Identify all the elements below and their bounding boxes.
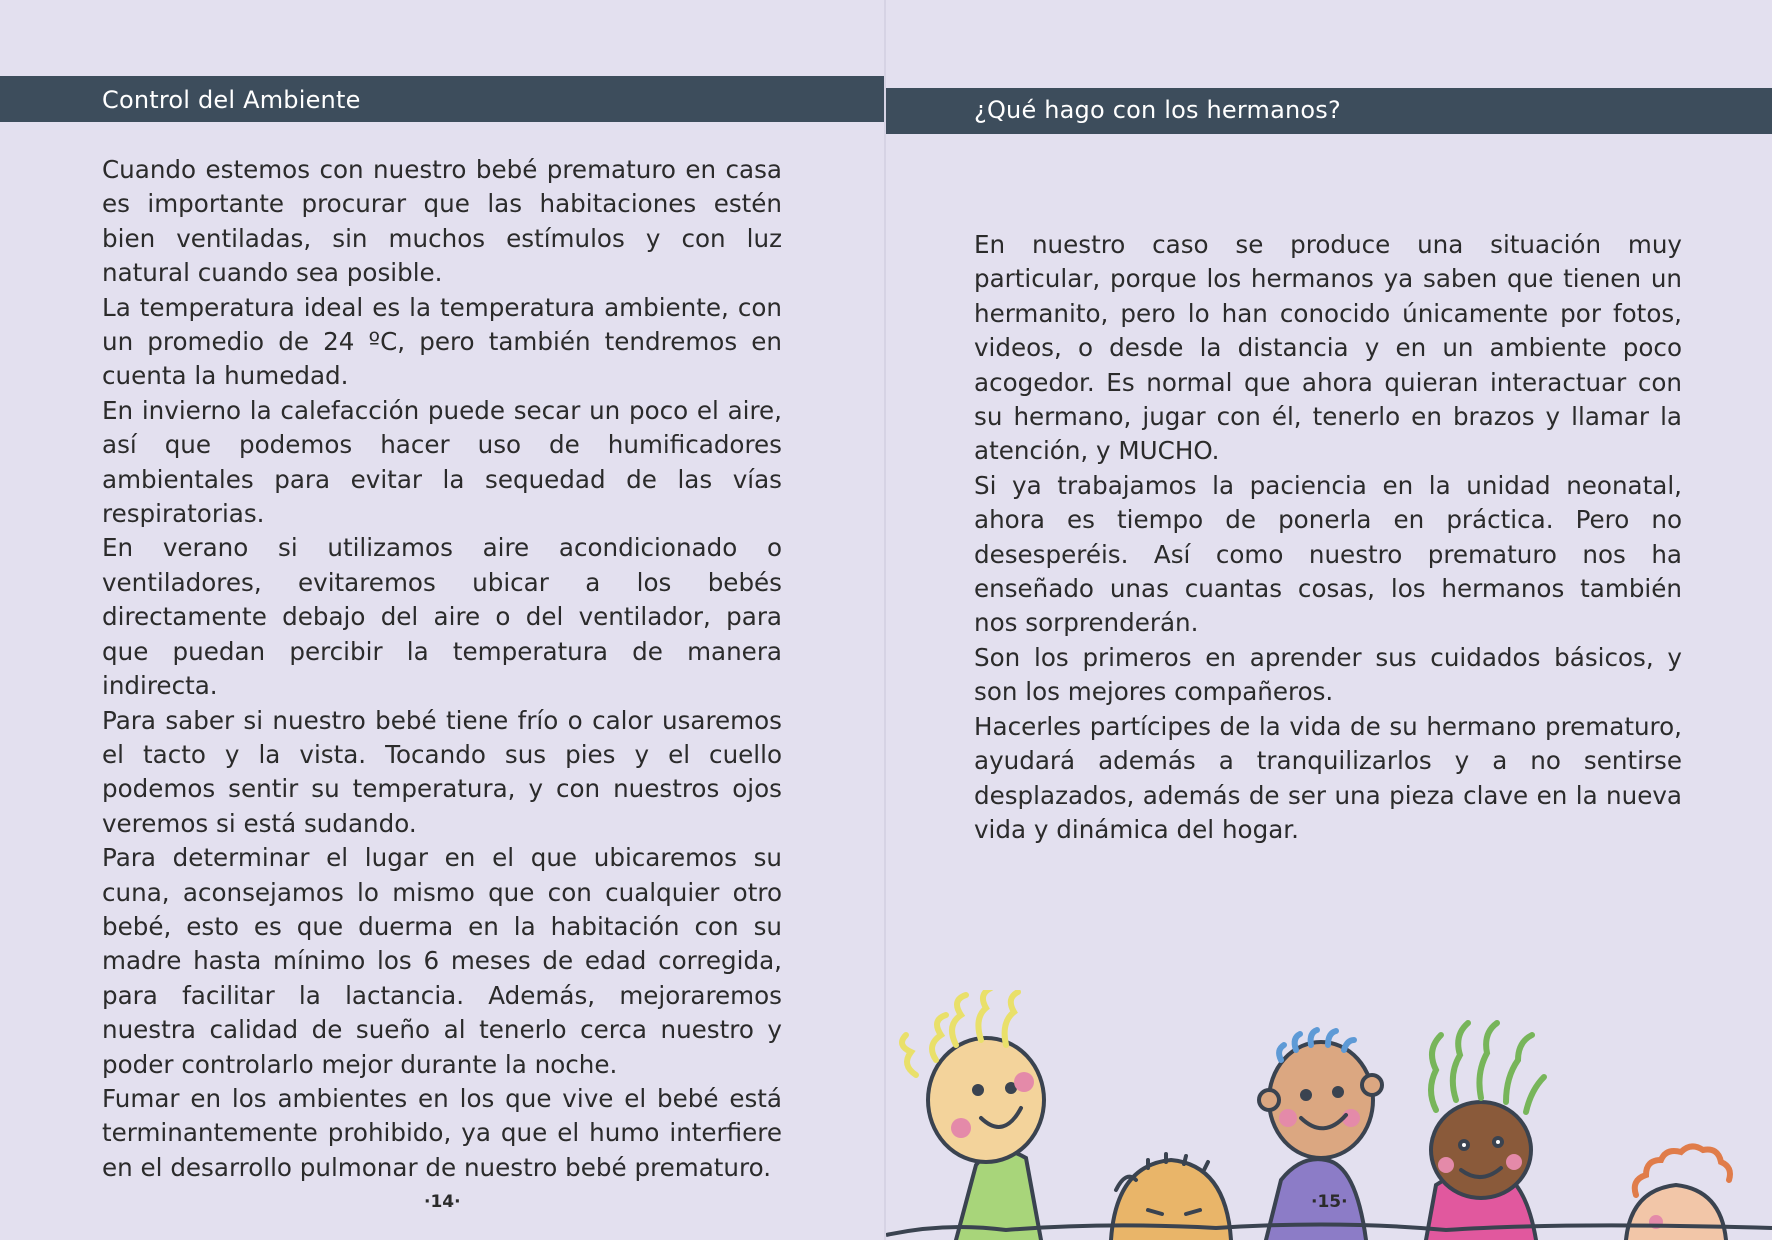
paragraph: Fumar en los ambientes en los que vive el bebé está terminantemente prohibido, ya que el humo interfiere en el desarrollo pulmonar de nuestro bebé prematuro.: [102, 1083, 782, 1182]
paragraph: Cuando estemos con nuestro bebé prematuro en casa es importante procurar que las habitaciones estén bien ventiladas, sin muchos estímulos y con luz natural cuando sea posible.: [102, 155, 782, 288]
paragraph: Para determinar el lugar en el que ubicaremos su cuna, aconsejamos lo mismo que con cualquier otro bebé, esto es que duerma en la habitación con su madre hasta mínimo los 6 meses de edad corregida, para facilitar la lactancia. Además, mejoraremos nuestra calidad de sueño al tenerlo cerca nuestro y poder controlarlo mejor durante la noche.: [102, 843, 782, 1079]
right-page: [886, 0, 1772, 1240]
child-yellow-hair: [902, 990, 1044, 1240]
page-number: ·14·: [424, 1192, 461, 1212]
body-text: [102, 153, 782, 1185]
body-text: [974, 228, 1682, 847]
section-header-bar: [0, 76, 884, 122]
section-header-bar: [886, 88, 1772, 134]
paragraph: Para saber si nuestro bebé tiene frío o calor usaremos el tacto y la vista. Tocando sus pies y el cuello podemos sentir su temperatura, y con nuestros ojos veremos si está sudando.: [102, 705, 782, 838]
paragraph: En nuestro caso se produce una situación muy particular, porque los hermanos ya saben que tienen un hermanito, pero lo han conocido únicamente por fotos, videos, o desde la distancia y en un ambiente poco acogedor. Es normal que ahora quieran interactuar con su hermano, jugar con él, tenerlo en brazos y llamar la atención, y MUCHO.: [974, 230, 1682, 466]
paragraph: Son los primeros en aprender sus cuidados básicos, y son los mejores compañeros.: [974, 642, 1682, 707]
section-title: ¿Qué hago con los hermanos?: [974, 96, 1341, 124]
paragraph: En invierno la calefacción puede secar un poco el aire, así que podemos hacer uso de humificadores ambientales para evitar la sequedad de las vías respiratorias.: [102, 395, 782, 529]
paragraph: En verano si utilizamos aire acondicionado o ventiladores, evitaremos ubicar a los bebés directamente debajo del aire o del ventilador, para que puedan percibir la temperatura de manera indirecta.: [102, 533, 782, 701]
paragraph: Si ya trabajamos la paciencia en la unidad neonatal, ahora es tiempo de ponerla en práctica. Pero no desesperéis. Así como nuestro prematuro nos ha enseñado unas cuantas cosas, los hermanos también nos sorprenderán.: [974, 470, 1682, 638]
left-page: [0, 0, 884, 1240]
paragraph: Hacerles partícipes de la vida de su hermano prematuro, ayudará además a tranquilizarlos y a no sentirse desplazados, además de ser una pieza clave en la nueva vida y dinámica del hogar.: [974, 711, 1682, 844]
page-number: ·15·: [1311, 1192, 1348, 1212]
paragraph: La temperatura ideal es la temperatura ambiente, con un promedio de 24 ºC, pero también tendremos en cuenta la humedad.: [102, 292, 782, 391]
section-title: Control del Ambiente: [102, 86, 361, 114]
child-green-hair: [1426, 1023, 1544, 1240]
